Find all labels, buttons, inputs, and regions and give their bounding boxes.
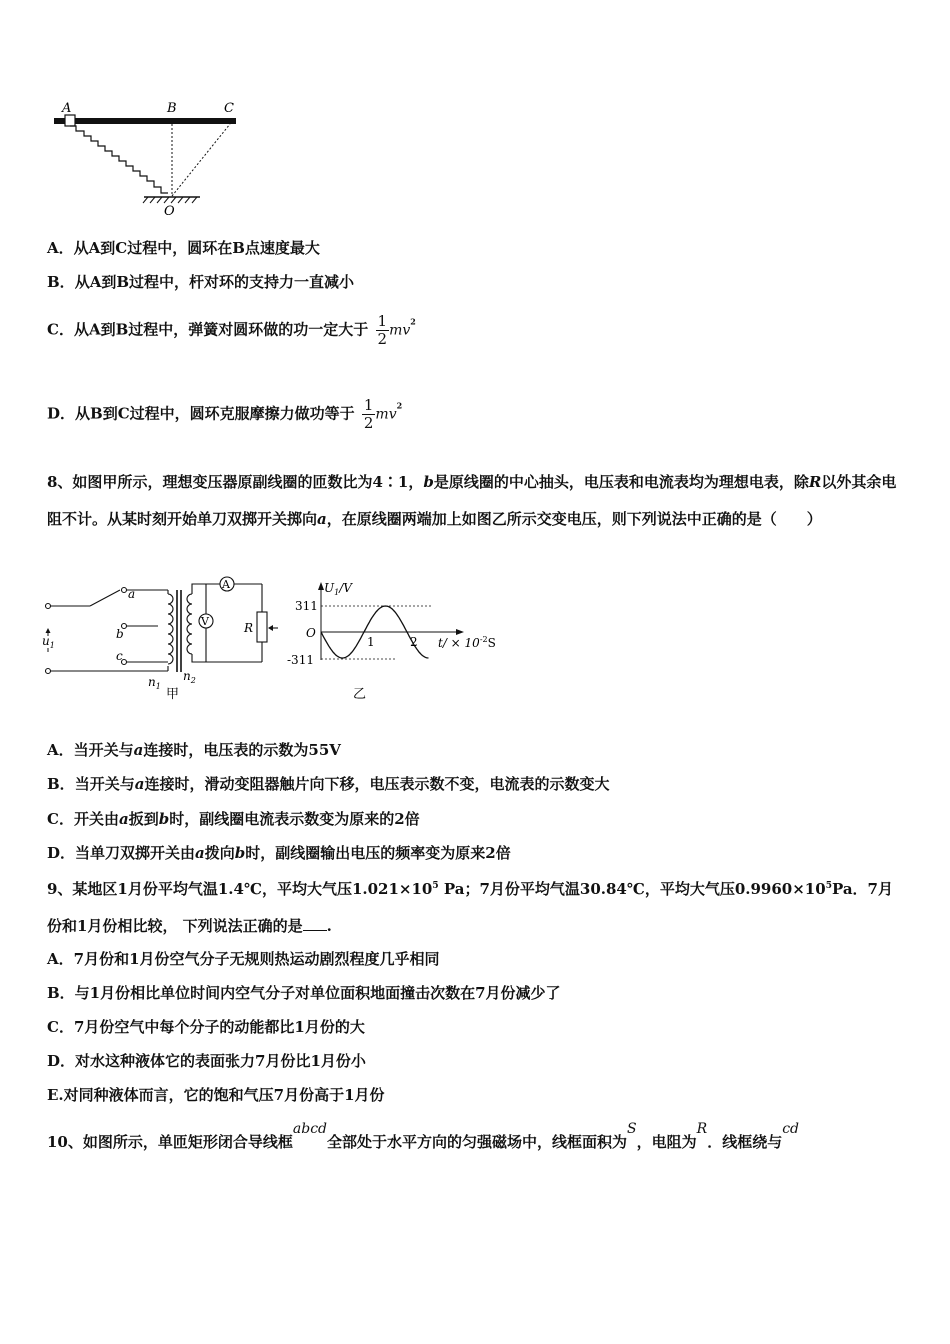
q7-option-a: A．从A到C过程中，圆环在B点速度最大: [47, 239, 320, 257]
q7-option-b: B．从A到B过程中，杆对环的支持力一直减小: [47, 273, 355, 291]
y-min-tick: -311: [287, 653, 314, 667]
ring-a: [65, 115, 75, 126]
figure-caption-yi: 乙: [353, 687, 367, 702]
q9-option-c: C．7月份空气中每个分子的动能都比1月份的大: [47, 1018, 365, 1036]
q9-option-d: D．对水这种液体它的表面张力7月份比1月份小: [47, 1052, 366, 1070]
x-tick-1: 1: [367, 635, 375, 649]
horizontal-rod: [54, 118, 236, 124]
spring: [70, 126, 168, 193]
half-fraction: $\frac{1}{2}$: [363, 396, 374, 432]
y-axis-label: $U_1/V$: [324, 581, 352, 597]
q8-option-d: D．当单刀双掷开关由a拨向b时，副线圈输出电压的频率变为原来2倍: [47, 844, 511, 862]
ammeter-label: A: [222, 578, 230, 591]
line-oc: [172, 124, 230, 196]
resistor-label: R: [244, 621, 254, 635]
answer-blank[interactable]: [303, 916, 327, 931]
label-n2: $n_2$: [183, 669, 196, 685]
label-a-terminal: a: [128, 587, 136, 601]
label-u1: $u_1$: [42, 634, 55, 650]
x-axis-label: $t/ \times 10^{-2}S$: [438, 635, 496, 650]
x-tick-2: 2: [410, 635, 418, 649]
figure-caption-jia: 甲: [166, 687, 180, 702]
label-b-terminal: b: [116, 627, 124, 641]
label-o: O: [164, 204, 175, 219]
label-n1: $n_1$: [148, 675, 161, 691]
label-c: C: [224, 101, 234, 116]
q9-stem: 9、某地区1月份平均气温1.4℃，平均大气压$1.021\times 10^5$ Pa；7月份平均气温30.84℃，平均大气压$0.9960\times 10^5Pa$．7月份和1月份相比较， 下列说法正确的是 .: [47, 880, 893, 935]
q9-option-e: E.对同种液体而言，它的饱和气压7月份高于1月份: [47, 1086, 385, 1104]
q8-option-a: A．当开关与a连接时，电压表的示数为55V: [47, 741, 341, 759]
q8-option-c: C．开关由a扳到b时，副线圈电流表示数变为原来的2倍: [47, 810, 420, 828]
half-fraction: $\frac{1}{2}$: [377, 312, 388, 348]
q9-option-b: B．与1月份相比单位时间内空气分子对单位面积地面撞击次数在7月份减少了: [47, 984, 561, 1002]
label-b: B: [167, 101, 177, 116]
label-c-terminal: c: [116, 649, 123, 663]
q10-stem: 10、如图所示，单匝矩形闭合导线框abcd全部处于水平方向的匀强磁场中，线框面积为S，电阻为R．线框绕与cd: [47, 1121, 800, 1151]
q8-stem: 8、如图甲所示，理想变压器原副线圈的匝数比为4∶1，b是原线圈的中心抽头，电压表和电流表均为理想电表，除R以外其余电阻不计。从某时刻开始单刀双掷开关掷向a，在原线圈两端加上如图乙所示交变电压，则下列说法中正确的是（ ）: [47, 473, 897, 528]
voltmeter-label: V: [201, 615, 209, 628]
q7-option-d: D．从B到C过程中，圆环克服摩擦力做功等于 $\frac{1}{2}$ $mv^2$: [47, 396, 403, 432]
transformer-circuit: [40, 572, 302, 704]
q7-option-c: C．从A到B过程中，弹簧对圆环做的功一定大于 $\frac{1}{2}$ $mv^2$: [47, 312, 416, 348]
y-max-tick: 311: [295, 599, 318, 613]
q9-option-a: A．7月份和1月份空气分子无规则热运动剧烈程度几乎相同: [47, 950, 440, 968]
label-a: A: [62, 101, 72, 116]
origin-label: O: [306, 626, 316, 640]
q8-option-b: B．当开关与a连接时，滑动变阻器触片向下移，电压表示数不变，电流表的示数变大: [47, 775, 610, 793]
ground-hatch: [143, 197, 197, 203]
voltage-graph: [284, 572, 514, 706]
spring-ring-figure: [48, 98, 248, 222]
